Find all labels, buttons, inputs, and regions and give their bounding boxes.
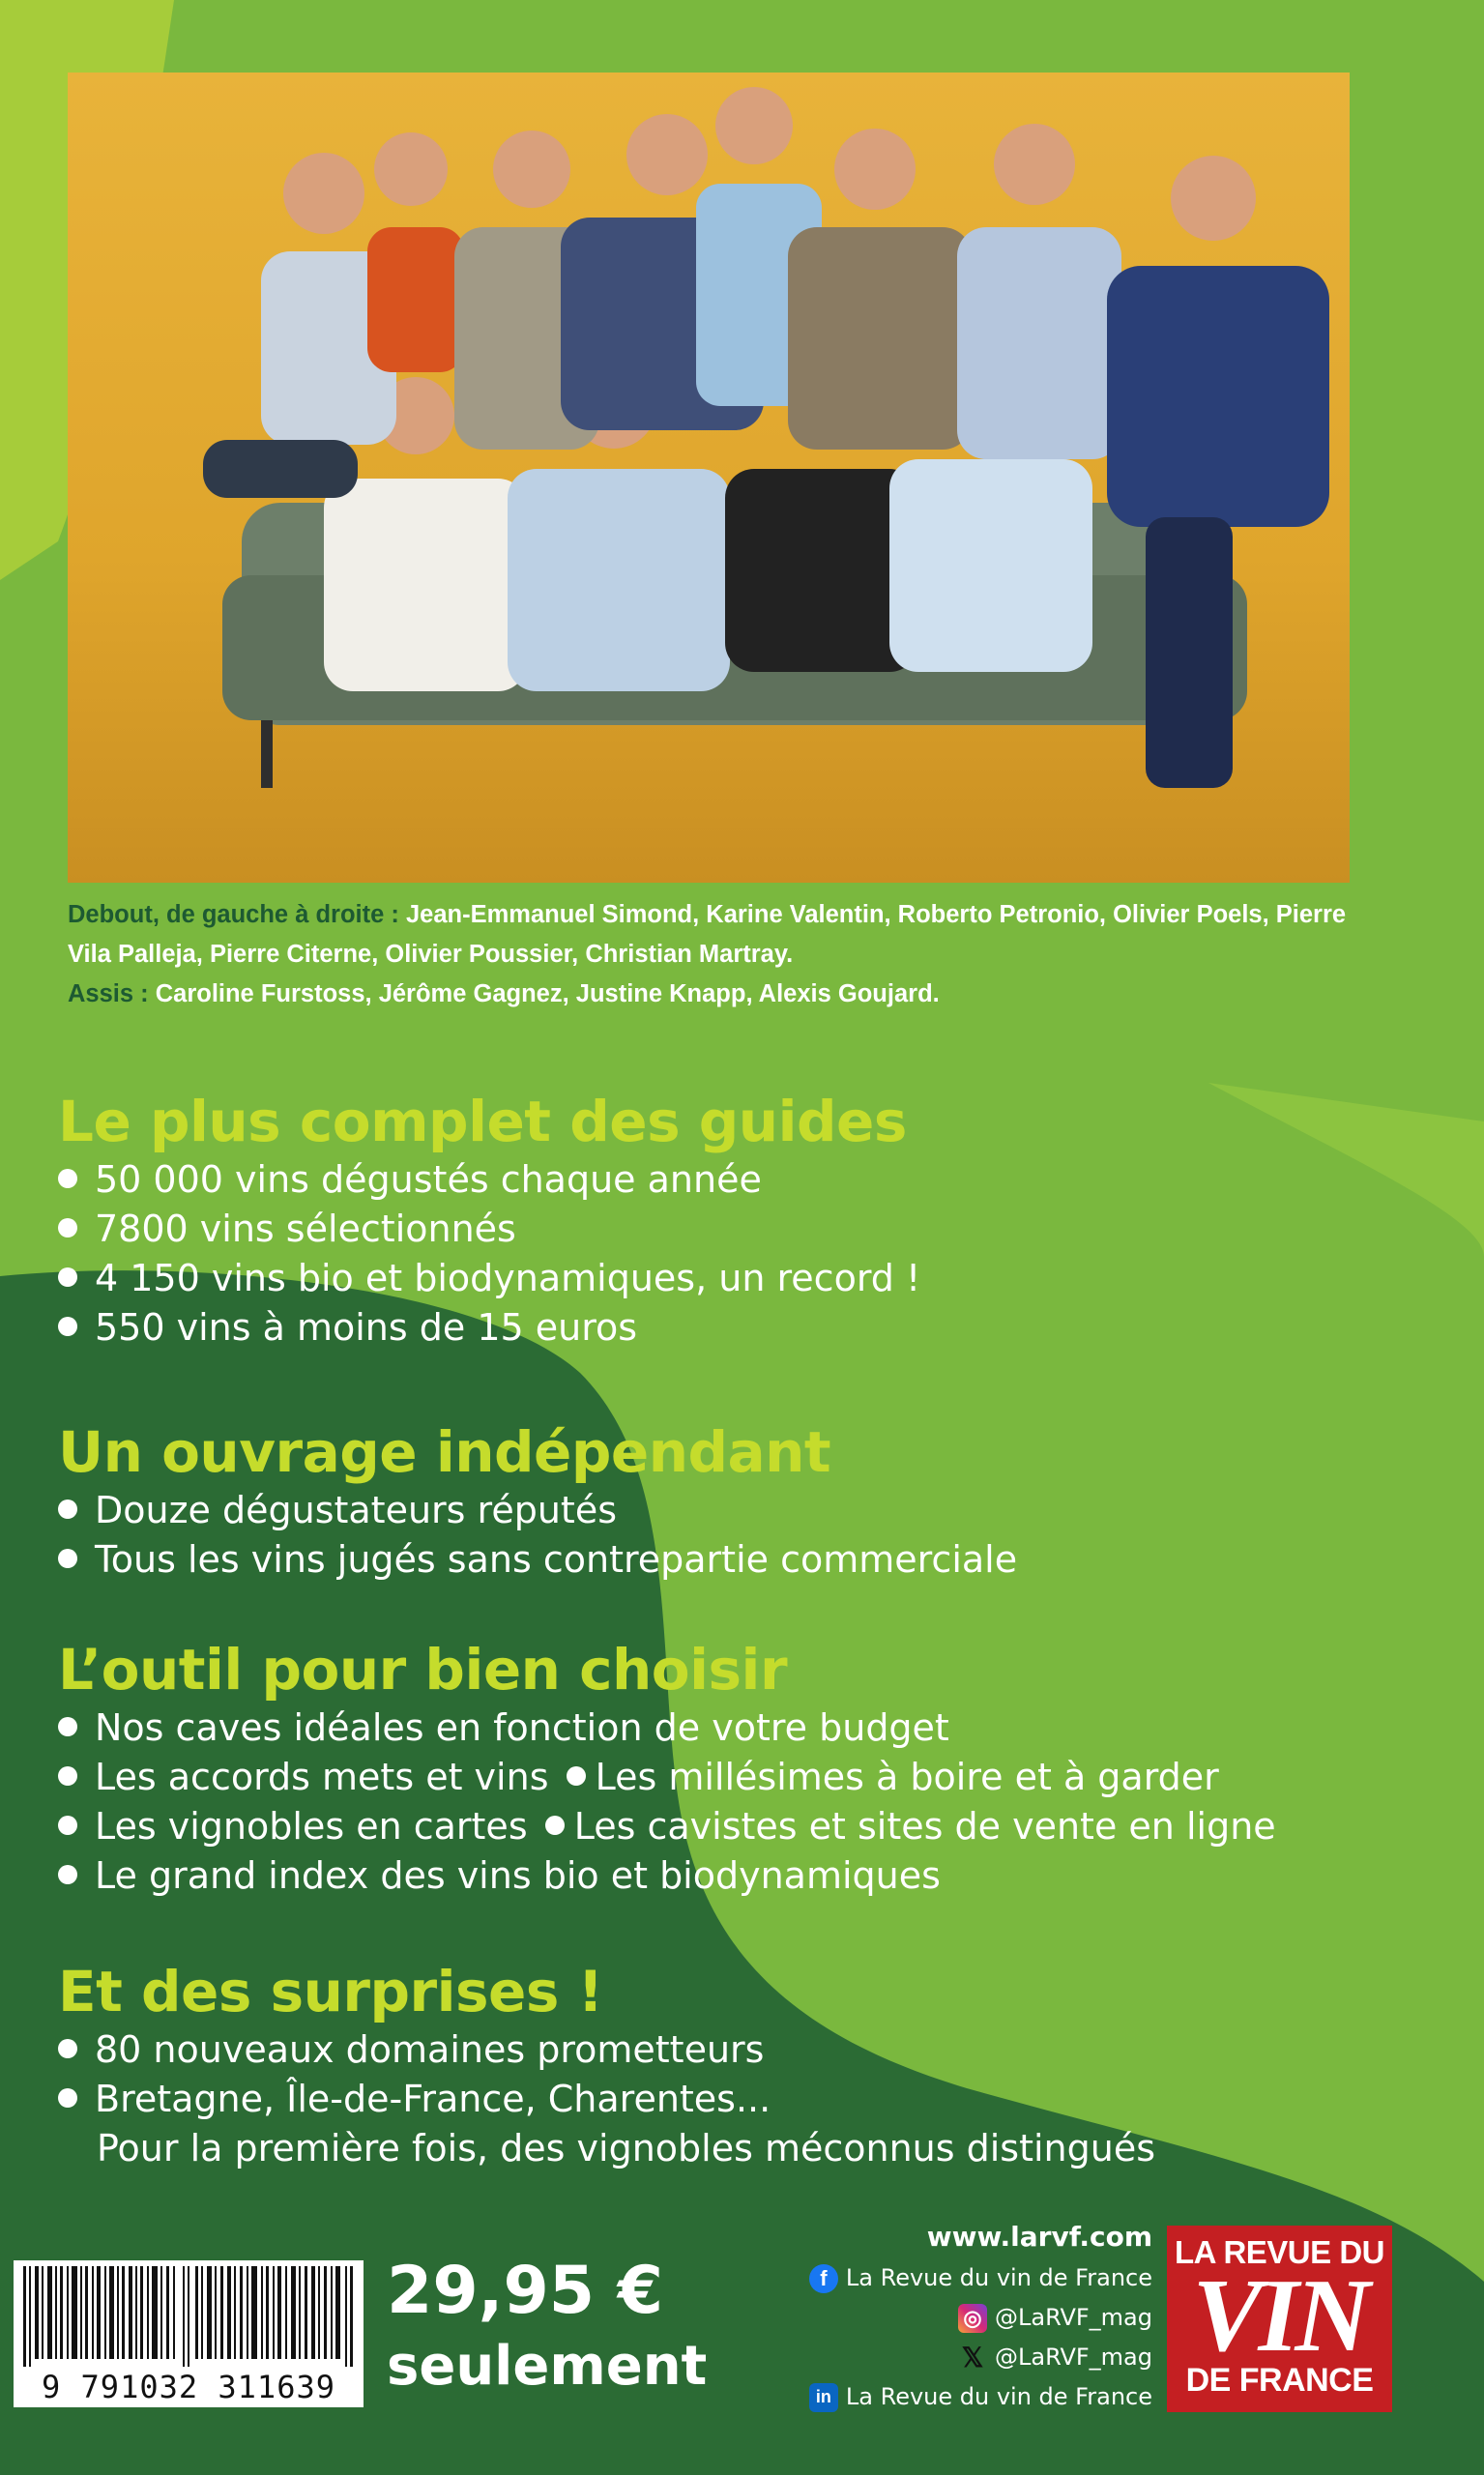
list-item xyxy=(58,1303,920,1353)
caption-seated xyxy=(68,975,1353,1014)
price-note: seulement xyxy=(387,2335,708,2398)
list-item xyxy=(58,1753,1276,1802)
bullet-icon xyxy=(58,1169,77,1188)
logo-line-2: VIN xyxy=(1192,2258,1367,2373)
bullet-icon xyxy=(58,1500,77,1519)
website-link[interactable]: www.larvf.com xyxy=(926,2221,1152,2253)
list-item xyxy=(58,1703,1276,1753)
facebook-icon: f xyxy=(809,2264,838,2293)
photo-caption xyxy=(68,895,1353,1014)
section-heading: Le plus complet des guides xyxy=(58,1089,907,1154)
list-item-text: Le grand index des vins bio et biodynamiques xyxy=(95,1854,941,1897)
section-tool xyxy=(58,1636,1276,1901)
feature-list xyxy=(58,1155,920,1353)
instagram-link[interactable] xyxy=(809,2298,1152,2338)
social-links xyxy=(809,2216,1152,2417)
list-item-text: Bretagne, Île-de-France, Charentes... xyxy=(95,2078,771,2120)
facebook-link[interactable] xyxy=(809,2258,1152,2298)
list-item-text: 50 000 vins dégustés chaque année xyxy=(95,1158,762,1201)
barcode-number: 9 791032 311639 xyxy=(42,2369,335,2405)
instagram-label: @LaRVF_mag xyxy=(995,2304,1152,2331)
rvf-logo xyxy=(1167,2226,1392,2412)
bullet-icon xyxy=(58,1549,77,1568)
list-item xyxy=(58,1802,1276,1851)
feature-list xyxy=(58,1486,1017,1585)
list-item-text: Pour la première fois, des vignobles méconnus distingués xyxy=(97,2127,1156,2169)
caption-standing xyxy=(68,895,1353,975)
section-independent xyxy=(58,1418,1017,1585)
bullet-icon xyxy=(58,1766,77,1786)
bullet-icon xyxy=(545,1816,565,1835)
bullet-icon xyxy=(567,1766,586,1786)
list-item-text: 550 vins à moins de 15 euros xyxy=(95,1306,638,1349)
team-photo xyxy=(68,73,1350,883)
bullet-icon xyxy=(58,1317,77,1336)
section-surprises xyxy=(58,1958,1155,2173)
caption-seated-lead: Assis : xyxy=(68,980,149,1007)
list-item-text: 7800 vins sélectionnés xyxy=(95,1208,516,1250)
section-heading: Et des surprises ! xyxy=(58,1959,603,2024)
price: 29,95 € xyxy=(387,2253,664,2329)
linkedin-icon: in xyxy=(809,2383,838,2412)
logo-line-3: DE FRANCE xyxy=(1185,2362,1374,2399)
list-item-text: Les vignobles en cartes xyxy=(95,1805,528,1848)
list-item xyxy=(58,1486,1017,1535)
bullet-icon xyxy=(58,1717,77,1736)
x-icon: 𝕏 xyxy=(961,2343,984,2373)
list-item-text: 4 150 vins bio et biodynamiques, un record ! xyxy=(95,1257,921,1299)
list-item-text: Douze dégustateurs réputés xyxy=(95,1489,617,1531)
bullet-icon xyxy=(58,2039,77,2058)
section-heading: L’outil pour bien choisir xyxy=(58,1637,788,1703)
list-item-text: Les millésimes à boire et à garder xyxy=(595,1756,1219,1798)
list-item xyxy=(58,2025,1155,2075)
barcode-bars xyxy=(23,2266,354,2367)
linkedin-label: La Revue du vin de France xyxy=(845,2383,1152,2410)
x-label: @LaRVF_mag xyxy=(995,2344,1152,2371)
linkedin-link[interactable] xyxy=(809,2377,1152,2417)
feature-list xyxy=(58,1703,1276,1901)
team-photo-illustration xyxy=(68,73,1350,883)
caption-standing-names: Jean-Emmanuel Simond, Karine Valentin, Roberto Petronio, Olivier Poels, Pierre Vila Palleja, Pierre Citerne, Olivier Poussier, Christian Martray. xyxy=(68,901,1347,968)
feature-list xyxy=(58,2025,1155,2173)
section-most-complete xyxy=(58,1088,920,1353)
bullet-icon xyxy=(58,2088,77,2108)
instagram-icon: ◎ xyxy=(958,2304,987,2333)
list-item xyxy=(58,1155,920,1205)
bullet-icon xyxy=(58,1816,77,1835)
list-item-text: Les cavistes et sites de vente en ligne xyxy=(573,1805,1276,1848)
x-link[interactable] xyxy=(809,2338,1152,2377)
list-item xyxy=(58,1254,920,1303)
list-item xyxy=(58,2124,1155,2173)
caption-standing-lead: Debout, de gauche à droite : xyxy=(68,901,399,928)
logo-line-1: LA REVUE DU xyxy=(1175,2234,1384,2270)
list-item-text: Les accords mets et vins xyxy=(95,1756,549,1798)
list-item xyxy=(58,1851,1276,1901)
list-item xyxy=(58,1205,920,1254)
bullet-icon xyxy=(58,1267,77,1287)
bullet-icon xyxy=(58,1218,77,1238)
list-item xyxy=(58,1535,1017,1585)
section-heading: Un ouvrage indépendant xyxy=(58,1419,831,1485)
barcode xyxy=(14,2260,364,2407)
list-item xyxy=(58,2075,1155,2124)
list-item-text: Tous les vins jugés sans contrepartie commerciale xyxy=(95,1538,1018,1581)
list-item-text: Nos caves idéales en fonction de votre budget xyxy=(95,1706,949,1749)
caption-seated-names: Caroline Furstoss, Jérôme Gagnez, Justine Knapp, Alexis Goujard. xyxy=(155,980,940,1007)
list-item-text: 80 nouveaux domaines prometteurs xyxy=(95,2028,765,2071)
bullet-icon xyxy=(58,1865,77,1884)
facebook-label: La Revue du vin de France xyxy=(845,2264,1152,2291)
